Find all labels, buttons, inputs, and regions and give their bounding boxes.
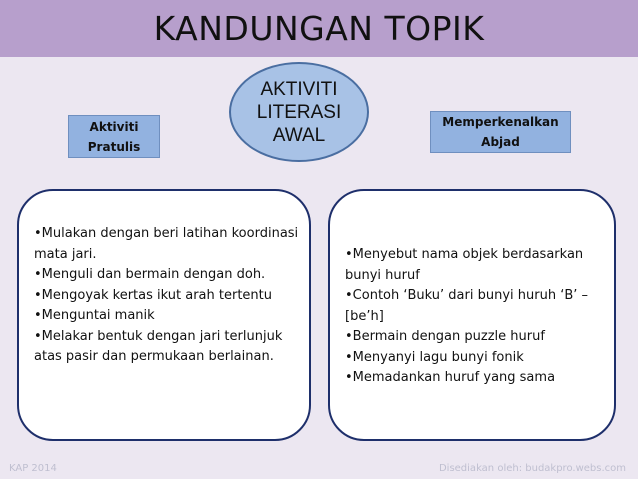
list-item: •Melakar bentuk dengan jari terlunjuk atas pasir dan permukaan berlainan. (34, 328, 283, 364)
list-item: •Mengoyak kertas ikut arah tertentu (34, 287, 272, 303)
center-node (229, 62, 369, 162)
left-label (68, 115, 160, 158)
list-item: •Mulakan dengan beri latihan koordinasi mata jari. (34, 226, 299, 262)
footer-left-text: KAP 2014 (9, 463, 57, 474)
left-bullet-list (34, 224, 306, 368)
list-item: •Memadankan huruf yang sama (345, 370, 556, 385)
slide-title: KANDUNGAN TOPIK (153, 9, 485, 48)
center-node-line: LITERASI (256, 101, 342, 123)
title-bar (0, 0, 638, 57)
center-node-line: AWAL (272, 124, 326, 146)
left-label-line: Aktiviti (89, 119, 139, 134)
footer-credit-text: Disediakan oleh: budakpro.webs.com (438, 463, 626, 474)
list-item: •Menguli dan bermain dengan doh. (34, 267, 266, 282)
list-item: •Contoh ‘Buku’ dari bunyi huruh ‘B’ – [be’h] (345, 288, 589, 324)
right-content-box (328, 189, 616, 441)
right-label-line: Abjad (481, 135, 520, 149)
list-item: •Menyebut nama objek berdasarkan bunyi huruf (345, 247, 584, 283)
right-label (430, 111, 571, 153)
right-bullet-list (345, 245, 613, 389)
center-node-line: AKTIVITI (260, 78, 338, 100)
left-content-box (17, 189, 311, 441)
list-item: •Bermain dengan puzzle huruf (345, 329, 545, 344)
right-label-line: Memperkenalkan (442, 115, 559, 129)
list-item: •Menyanyi lagu bunyi fonik (345, 349, 524, 365)
list-item: •Menguntai manik (34, 308, 155, 323)
left-label-line: Pratulis (87, 139, 141, 154)
